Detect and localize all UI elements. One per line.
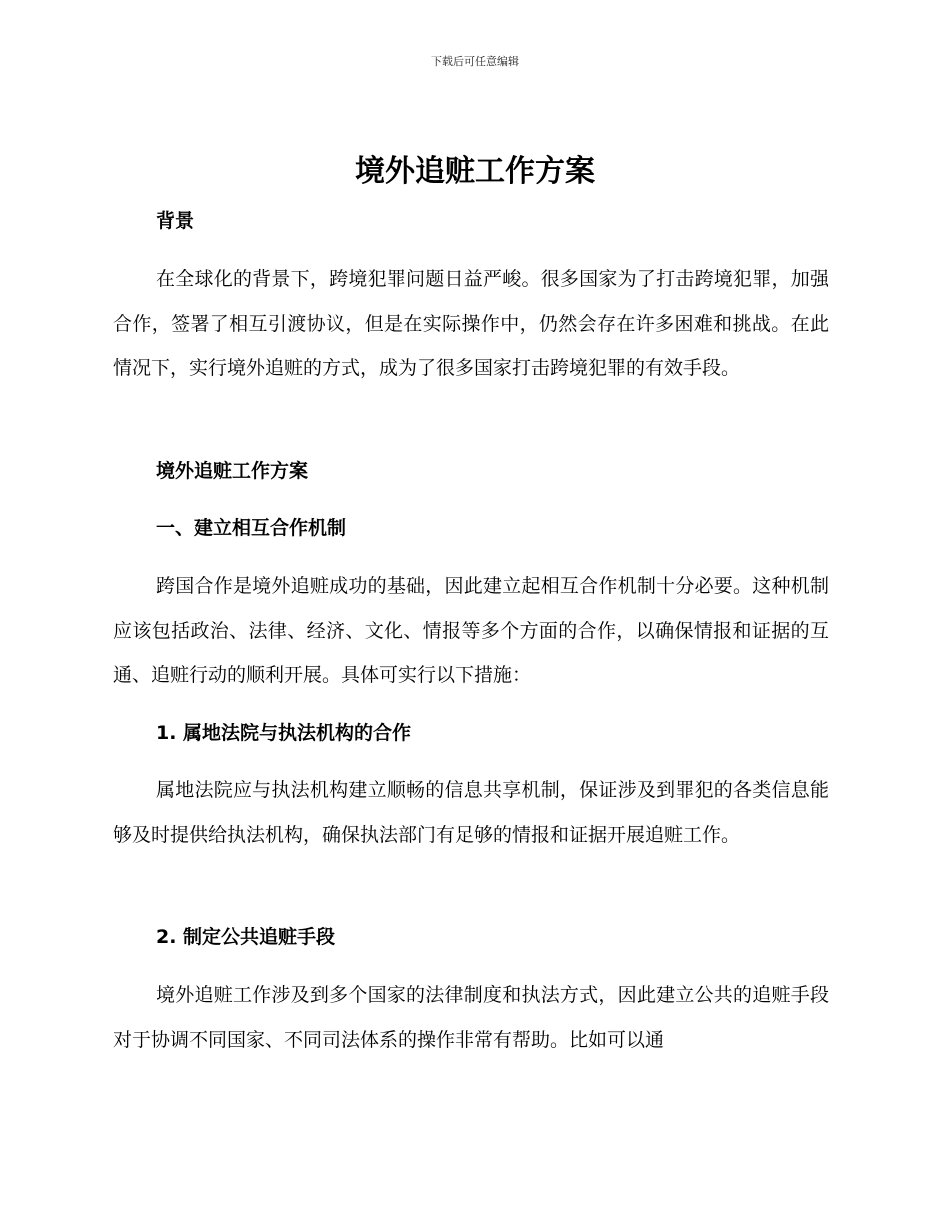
section1-heading: 一、建立相互合作机制 <box>156 517 347 539</box>
background-heading: 背景 <box>156 210 195 232</box>
document-title: 境外追赃工作方案 <box>355 154 595 189</box>
item2-heading: 2. 制定公共追赃手段 <box>156 926 336 948</box>
section1-paragraph: 跨国合作是境外追赃成功的基础，因此建立起相互合作机制十分必要。这种机制应该包括政治、法律、经济、文化、情报等多个方面的合作，以确保情报和证据的互通、追赃行动的顺利开展。具体可实行以下措施： <box>113 575 829 686</box>
item1-heading: 1. 属地法院与执法机构的合作 <box>156 722 412 744</box>
header-note: 下载后可任意编辑 <box>431 55 519 68</box>
plan-heading: 境外追赃工作方案 <box>156 460 309 482</box>
background-paragraph: 在全球化的背景下，跨境犯罪问题日益严峻。很多国家为了打击跨境犯罪，加强合作，签署了相互引渡协议，但是在实际操作中，仍然会存在许多困难和挑战。在此情况下，实行境外追赃的方式，成为了很多国家打击跨境犯罪的有效手段。 <box>113 268 829 379</box>
item1-paragraph: 属地法院应与执法机构建立顺畅的信息共享机制，保证涉及到罪犯的各类信息能够及时提供给执法机构，确保执法部门有足够的情报和证据开展追赃工作。 <box>113 779 829 846</box>
item2-paragraph: 境外追赃工作涉及到多个国家的法律制度和执法方式，因此建立公共的追赃手段对于协调不同国家、不同司法体系的操作非常有帮助。比如可以通 <box>113 984 829 1051</box>
